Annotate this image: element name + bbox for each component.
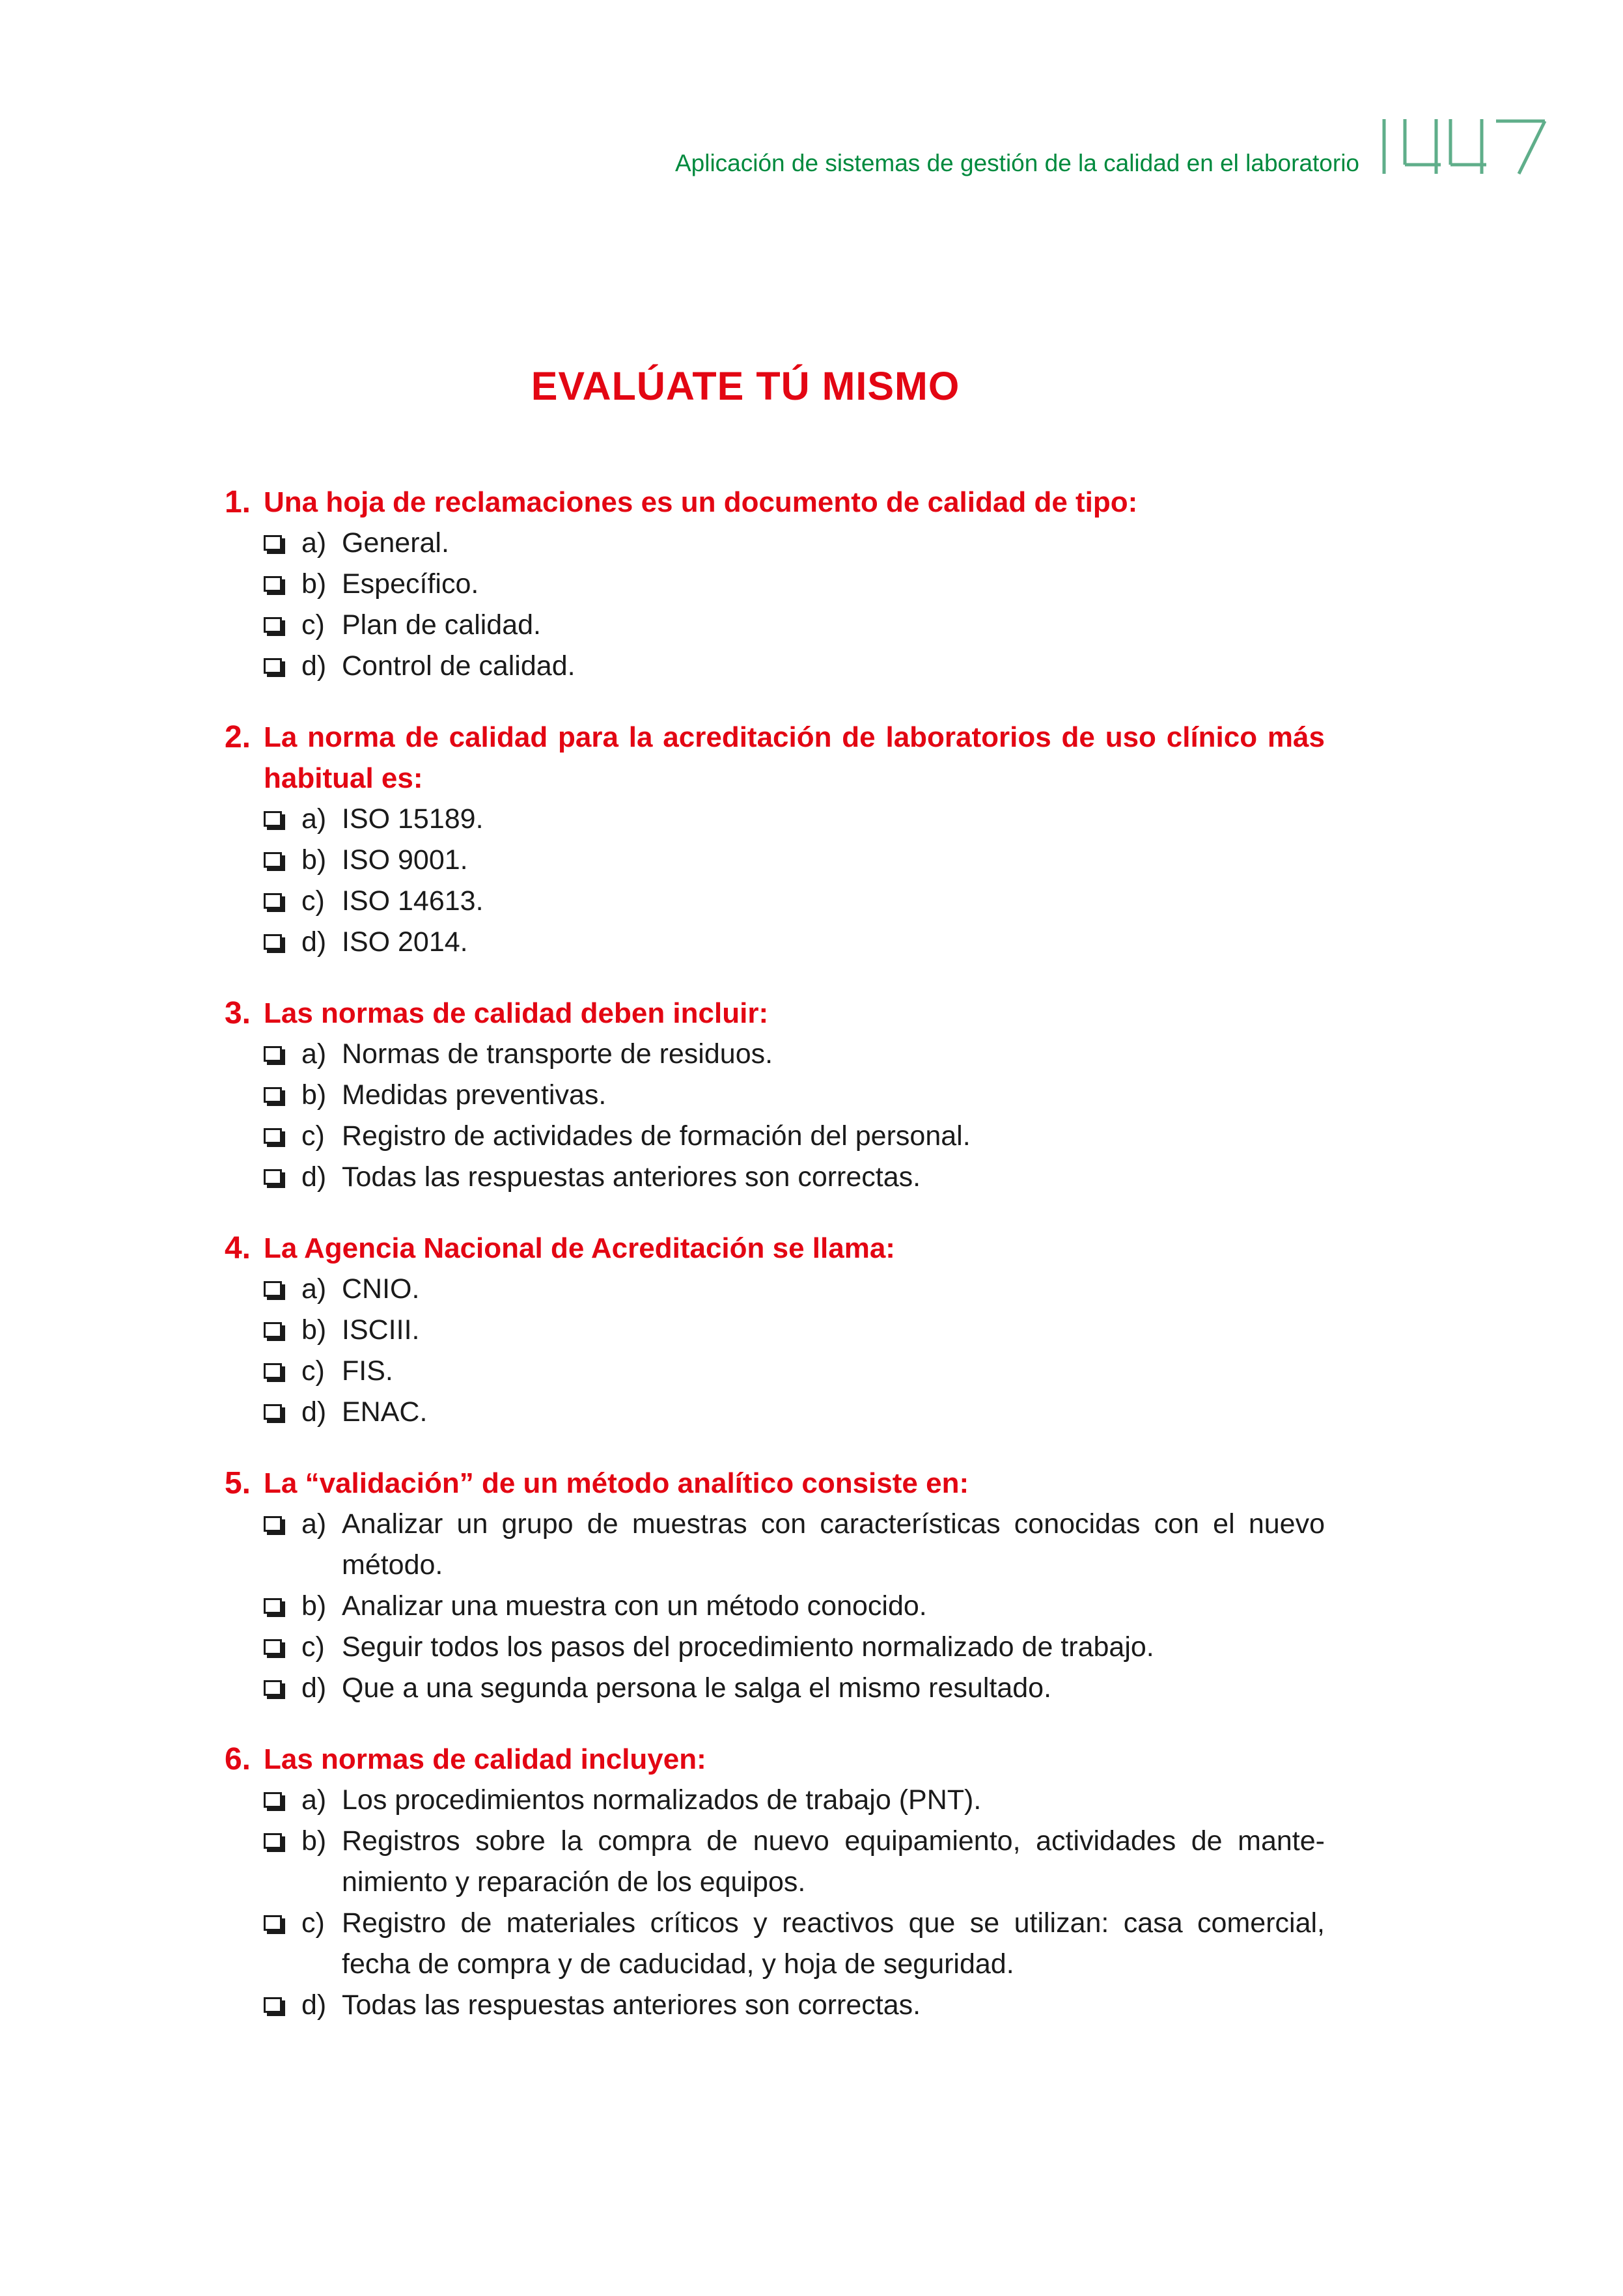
checkbox-icon[interactable] (264, 1598, 282, 1614)
question (195, 717, 1325, 963)
option[interactable] (195, 1392, 1325, 1433)
option-letter: b) (301, 1079, 327, 1111)
option-letter: d) (301, 1161, 327, 1193)
option-text: Control de calidad. (342, 650, 576, 682)
option[interactable] (195, 1586, 1325, 1627)
page-number (1379, 118, 1548, 175)
page-title: EVALÚATE TÚ MISMO (531, 364, 960, 408)
option-letter: d) (301, 926, 327, 958)
question-heading (195, 482, 1325, 523)
checkbox-icon[interactable] (264, 535, 282, 551)
checkbox-icon[interactable] (264, 576, 282, 592)
option-text: ISCIII. (342, 1314, 420, 1346)
option-text: Normas de transporte de residuos. (342, 1038, 773, 1070)
option-list (195, 799, 1325, 963)
checkbox-icon[interactable] (264, 1792, 282, 1808)
option[interactable] (195, 1985, 1325, 2026)
option-text: Todas las respuestas anteriores son correctas. (342, 1161, 921, 1193)
option-letter: d) (301, 1989, 327, 2021)
checkbox-icon[interactable] (264, 1639, 282, 1655)
option[interactable] (195, 1269, 1325, 1310)
option-text: ISO 2014. (342, 926, 468, 958)
question-number: 2. (224, 720, 251, 754)
option[interactable] (195, 1310, 1325, 1351)
option[interactable] (195, 523, 1325, 564)
question-text: Las normas de calidad incluyen: (264, 1743, 706, 1775)
checkbox-icon[interactable] (264, 1169, 282, 1185)
question-heading (195, 1228, 1325, 1269)
option-text: Registro de actividades de formación del personal. (342, 1120, 971, 1152)
option[interactable] (195, 1903, 1325, 1985)
question (195, 1463, 1325, 1709)
checkbox-icon[interactable] (264, 1281, 282, 1297)
question-number: 1. (224, 485, 251, 519)
option-letter: c) (301, 1631, 325, 1663)
question-number: 3. (224, 996, 251, 1030)
question-heading (195, 717, 1325, 799)
option[interactable] (195, 1668, 1325, 1709)
question-heading (195, 1463, 1325, 1504)
option[interactable] (195, 1627, 1325, 1668)
option[interactable] (195, 1116, 1325, 1157)
option-letter: c) (301, 609, 325, 641)
option[interactable] (195, 1504, 1325, 1586)
question (195, 1739, 1325, 2026)
option[interactable] (195, 1034, 1325, 1075)
question-number: 6. (224, 1742, 251, 1777)
option[interactable] (195, 1075, 1325, 1116)
question-number: 4. (224, 1231, 251, 1266)
option-text: Que a una segunda persona le salga el mismo resultado. (342, 1672, 1052, 1704)
question-text: La “validación” de un método analítico consiste en: (264, 1467, 969, 1499)
option[interactable] (195, 1351, 1325, 1392)
question-text: Una hoja de reclamaciones es un documento de calidad de tipo: (264, 486, 1138, 518)
checkbox-icon[interactable] (264, 934, 282, 950)
option-letter: a) (301, 1273, 327, 1305)
checkbox-icon[interactable] (264, 1322, 282, 1338)
option-text: Analizar un grupo de muestras con características conocidas con el nuevo método. (342, 1508, 1325, 1581)
question-list (195, 482, 1325, 2056)
checkbox-icon[interactable] (264, 1363, 282, 1379)
option-letter: c) (301, 1907, 325, 1939)
option-text: ISO 14613. (342, 885, 484, 917)
option-letter: b) (301, 568, 327, 600)
option[interactable] (195, 1157, 1325, 1198)
question-heading (195, 993, 1325, 1034)
option-letter: d) (301, 1396, 327, 1428)
question (195, 993, 1325, 1198)
option-text: Registro de materiales críticos y reactivos que se utilizan: casa comercial, fecha de compra y de caducidad, y hoja de seguridad. (342, 1907, 1325, 1980)
option-list (195, 523, 1325, 687)
option-text: Plan de calidad. (342, 609, 541, 641)
option[interactable] (195, 564, 1325, 605)
option-text: Todas las respuestas anteriores son correctas. (342, 1989, 921, 2021)
checkbox-icon[interactable] (264, 1833, 282, 1849)
option-text: Medidas preventivas. (342, 1079, 607, 1111)
option-letter: b) (301, 1825, 327, 1857)
option-letter: b) (301, 1314, 327, 1346)
option-text: ISO 9001. (342, 844, 468, 876)
checkbox-icon[interactable] (264, 1128, 282, 1144)
checkbox-icon[interactable] (264, 1087, 282, 1103)
option-text: Registros sobre la compra de nuevo equipamiento, actividades de mante-nimiento y reparación de los equipos. (342, 1825, 1325, 1898)
checkbox-icon[interactable] (264, 893, 282, 909)
option-letter: a) (301, 527, 327, 559)
option-text: General. (342, 527, 449, 559)
option-list (195, 1269, 1325, 1433)
option-letter: b) (301, 1590, 327, 1622)
option[interactable] (195, 1780, 1325, 1821)
option[interactable] (195, 646, 1325, 687)
option-list (195, 1780, 1325, 2026)
option-letter: d) (301, 650, 327, 682)
checkbox-icon[interactable] (264, 1997, 282, 2013)
checkbox-icon[interactable] (264, 658, 282, 674)
option-text: ISO 15189. (342, 803, 484, 835)
option-letter: a) (301, 1038, 327, 1070)
checkbox-icon[interactable] (264, 1915, 282, 1931)
page-header (675, 116, 1548, 177)
option-text: Específico. (342, 568, 479, 600)
option[interactable] (195, 881, 1325, 922)
question (195, 1228, 1325, 1433)
option-list (195, 1034, 1325, 1198)
checkbox-icon[interactable] (264, 617, 282, 633)
option-text: ENAC. (342, 1396, 428, 1428)
option[interactable] (195, 605, 1325, 646)
option-text: Los procedimientos normalizados de trabajo (PNT). (342, 1784, 982, 1816)
question-heading (195, 1739, 1325, 1780)
option-letter: d) (301, 1672, 327, 1704)
checkbox-icon[interactable] (264, 852, 282, 868)
question-number: 5. (224, 1466, 251, 1501)
checkbox-icon[interactable] (264, 811, 282, 827)
option-text: Analizar una muestra con un método conocido. (342, 1590, 927, 1622)
question-text: La norma de calidad para la acreditación de laboratorios de uso clínico más habitual es: (264, 721, 1325, 794)
option-text: FIS. (342, 1355, 393, 1387)
checkbox-icon[interactable] (264, 1680, 282, 1696)
option-letter: b) (301, 844, 327, 876)
question (195, 482, 1325, 687)
option-letter: c) (301, 885, 325, 917)
question-text: La Agencia Nacional de Acreditación se llama: (264, 1232, 895, 1264)
option[interactable] (195, 799, 1325, 840)
option-letter: a) (301, 1784, 327, 1816)
option-letter: a) (301, 1508, 327, 1540)
checkbox-icon[interactable] (264, 1046, 282, 1062)
question-text: Las normas de calidad deben incluir: (264, 997, 769, 1029)
option-letter: c) (301, 1120, 325, 1152)
checkbox-icon[interactable] (264, 1516, 282, 1532)
option-list (195, 1504, 1325, 1709)
option-letter: a) (301, 803, 327, 835)
option-text: CNIO. (342, 1273, 420, 1305)
option[interactable] (195, 840, 1325, 881)
option-text: Seguir todos los pasos del procedimiento normalizado de trabajo. (342, 1631, 1154, 1663)
checkbox-icon[interactable] (264, 1404, 282, 1420)
option-letter: c) (301, 1355, 325, 1387)
running-title: Aplicación de sistemas de gestión de la calidad en el laboratorio (674, 150, 1359, 176)
option[interactable] (195, 1821, 1325, 1903)
option[interactable] (195, 922, 1325, 963)
